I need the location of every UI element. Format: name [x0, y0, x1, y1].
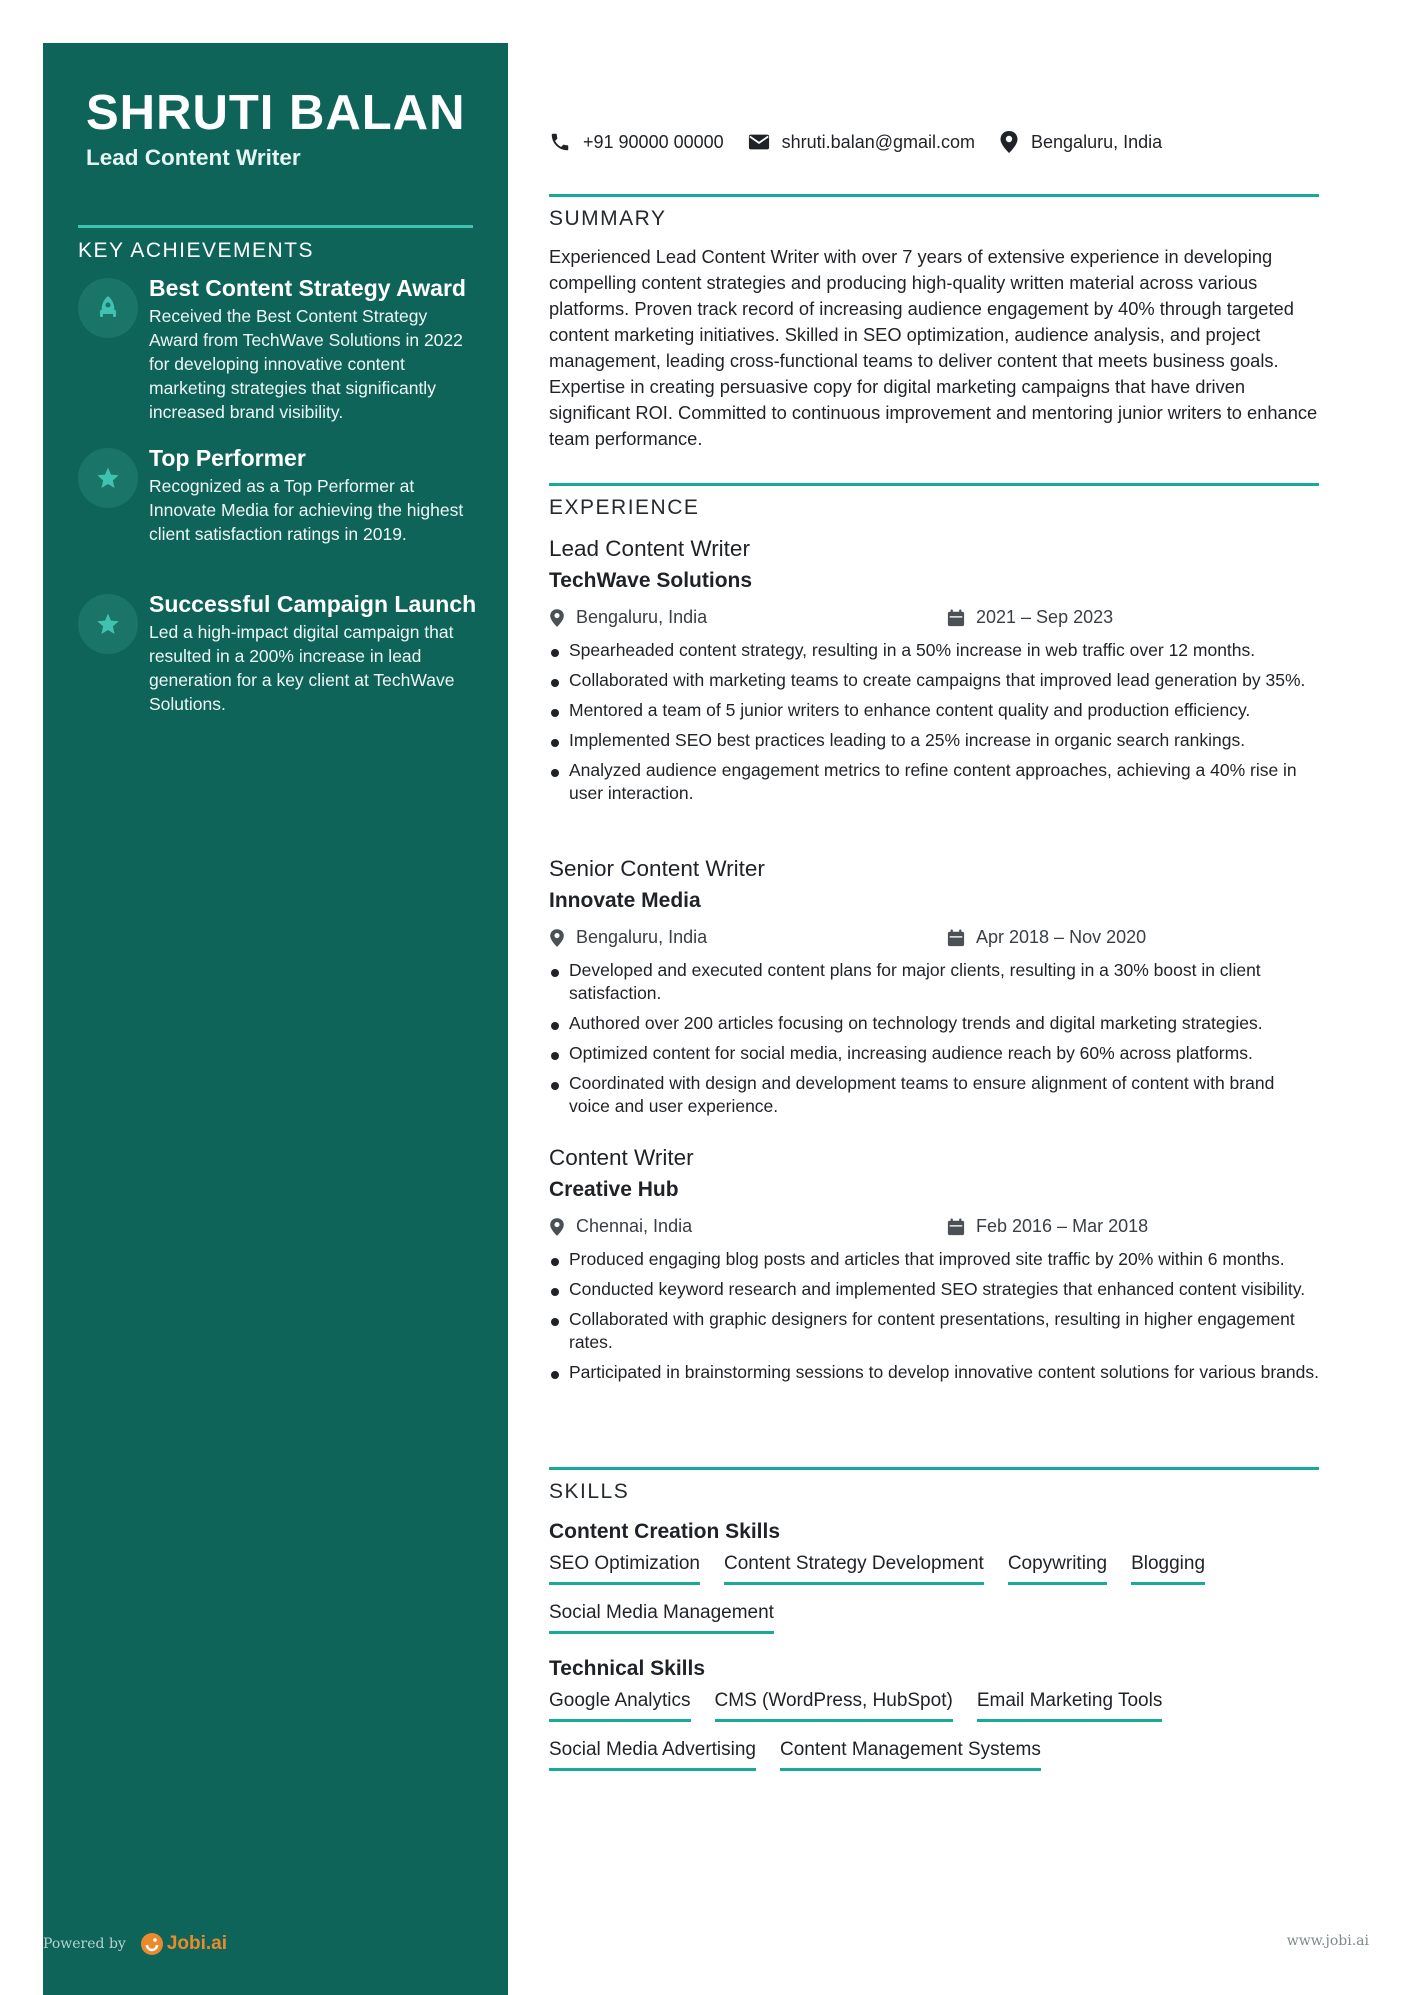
skill-chip: Social Media Advertising	[549, 1738, 756, 1771]
candidate-name: SHRUTI BALAN	[86, 86, 466, 140]
job-title: Content Writer	[549, 1145, 694, 1170]
mail-icon	[748, 133, 770, 151]
job-title: Senior Content Writer	[549, 856, 765, 881]
list-item: Coordinated with design and development teams to ensure alignment of content with brand voice and user experience.	[549, 1072, 1319, 1118]
list-item: Produced engaging blog posts and articles that improved site traffic by 20% within 6 months.	[549, 1248, 1319, 1271]
skill-chip: Content Management Systems	[780, 1738, 1041, 1771]
powered-by	[43, 1932, 227, 1956]
calendar-icon	[947, 609, 965, 627]
job-dates	[947, 927, 1146, 948]
job-dates	[947, 607, 1113, 628]
job-location-text: Chennai, India	[576, 1216, 693, 1236]
skill-row	[549, 1738, 1041, 1771]
powered-by-label: Powered by	[43, 1936, 126, 1952]
list-item: Developed and executed content plans for major clients, resulting in a 30% boost in client satisfaction.	[549, 959, 1319, 1005]
skill-chip: CMS (WordPress, HubSpot)	[715, 1689, 953, 1722]
job-location-text: Bengaluru, India	[576, 607, 708, 627]
location-pin-icon	[999, 130, 1019, 154]
contact-phone[interactable]	[549, 131, 724, 153]
job-bullets	[549, 959, 1319, 1125]
contact-email[interactable]	[748, 132, 975, 153]
skill-row	[549, 1689, 1162, 1722]
list-item: Mentored a team of 5 junior writers to enhance content quality and production efficiency.	[549, 699, 1319, 722]
achievement-description: Recognized as a Top Performer at Innovate Media for achieving the highest client satisfaction ratings in 2019.	[149, 476, 464, 544]
summary-heading: SUMMARY	[549, 207, 667, 230]
contact-location	[999, 130, 1162, 154]
skill-row	[549, 1601, 774, 1634]
skill-row	[549, 1552, 1205, 1585]
job-dates	[947, 1216, 1148, 1237]
job-dates-text: Apr 2018 – Nov 2020	[976, 927, 1147, 947]
list-item: Spearheaded content strategy, resulting in a 50% increase in web traffic over 12 months.	[549, 639, 1319, 662]
summary-text: Experienced Lead Content Writer with over 7 years of extensive experience in developing compelling content strategies and producing high-quality written material across various platforms. Proven track record of increasing audience engagement by 40% through targeted content marketing initiatives. Skilled in SEO optimization, audience analysis, and project management, leading cross-functional teams to deliver content that meets business goals. Expertise in creating persuasive copy for digital marketing campaigns that have driven significant ROI. Committed to continuous improvement and mentoring junior writers to enhance team performance.	[549, 246, 1318, 449]
divider	[78, 225, 473, 228]
star-icon	[78, 448, 138, 508]
list-item: Implemented SEO best practices leading to a 25% increase in organic search rankings.	[549, 729, 1319, 752]
list-item: Collaborated with graphic designers for content presentations, resulting in higher engagement rates.	[549, 1308, 1319, 1354]
location-text: Bengaluru, India	[1031, 131, 1163, 152]
job-dates-text: 2021 – Sep 2023	[976, 607, 1114, 627]
jobi-logo[interactable]	[140, 1932, 227, 1956]
location-pin-icon	[549, 1217, 565, 1237]
candidate-role: Lead Content Writer	[86, 145, 301, 170]
achievement-title: Best Content Strategy Award	[149, 275, 466, 301]
job-company: TechWave Solutions	[549, 569, 753, 592]
list-item: Conducted keyword research and implemented SEO strategies that enhanced content visibility.	[549, 1278, 1319, 1301]
email-text: shruti.balan@gmail.com	[781, 131, 976, 152]
job-location	[549, 927, 707, 948]
rocket-icon	[78, 278, 138, 338]
achievement-description: Received the Best Content Strategy Award from TechWave Solutions in 2022 for developing innovative content marketing strategies that significantly increased brand visibility.	[149, 306, 463, 422]
list-item: Collaborated with marketing teams to create campaigns that improved lead generation by 35%.	[549, 669, 1319, 692]
job-location	[549, 607, 707, 628]
divider	[549, 1467, 1319, 1470]
jobi-brand: Jobi.ai	[166, 1933, 227, 1954]
job-company: Innovate Media	[549, 889, 701, 912]
skill-chip: Blogging	[1131, 1552, 1205, 1585]
skill-chip: Content Strategy Development	[724, 1552, 984, 1585]
skill-chip: SEO Optimization	[549, 1552, 700, 1585]
phone-icon	[549, 131, 571, 153]
contact-bar	[549, 130, 1186, 154]
job-dates-text: Feb 2016 – Mar 2018	[976, 1216, 1149, 1236]
job-title: Lead Content Writer	[549, 536, 750, 561]
skill-group-title: Technical Skills	[549, 1657, 706, 1680]
divider	[549, 483, 1319, 486]
divider	[549, 194, 1319, 197]
website-link[interactable]: www.jobi.ai	[1286, 1933, 1369, 1949]
list-item: Participated in brainstorming sessions to develop innovative content solutions for various brands.	[549, 1361, 1319, 1384]
achievement-description: Led a high-impact digital campaign that resulted in a 200% increase in lead generation for a key client at TechWave Solutions.	[149, 622, 455, 714]
list-item: Optimized content for social media, increasing audience reach by 60% across platforms.	[549, 1042, 1319, 1065]
skill-chip: Social Media Management	[549, 1601, 774, 1634]
location-pin-icon	[549, 608, 565, 628]
achievement-title: Successful Campaign Launch	[149, 591, 477, 617]
calendar-icon	[947, 929, 965, 947]
star-icon	[78, 594, 138, 654]
skill-group-title: Content Creation Skills	[549, 1520, 781, 1543]
sidebar	[43, 43, 508, 1995]
job-bullets	[549, 639, 1319, 812]
job-location-text: Bengaluru, India	[576, 927, 708, 947]
list-item: Analyzed audience engagement metrics to refine content approaches, achieving a 40% rise in user interaction.	[549, 759, 1319, 805]
list-item: Authored over 200 articles focusing on technology trends and digital marketing strategies.	[549, 1012, 1319, 1035]
calendar-icon	[947, 1218, 965, 1236]
jobi-logo-icon	[140, 1932, 164, 1956]
skill-chip: Email Marketing Tools	[977, 1689, 1163, 1722]
skills-heading: SKILLS	[549, 1480, 630, 1503]
job-location	[549, 1216, 692, 1237]
job-company: Creative Hub	[549, 1178, 679, 1201]
location-pin-icon	[549, 928, 565, 948]
skill-chip: Google Analytics	[549, 1689, 691, 1722]
skill-chip: Copywriting	[1008, 1552, 1107, 1585]
achievement-title: Top Performer	[149, 445, 306, 471]
experience-heading: EXPERIENCE	[549, 496, 700, 519]
job-bullets	[549, 1248, 1319, 1391]
phone-text: +91 90000 00000	[583, 131, 724, 152]
achievements-heading: KEY ACHIEVEMENTS	[78, 239, 315, 262]
